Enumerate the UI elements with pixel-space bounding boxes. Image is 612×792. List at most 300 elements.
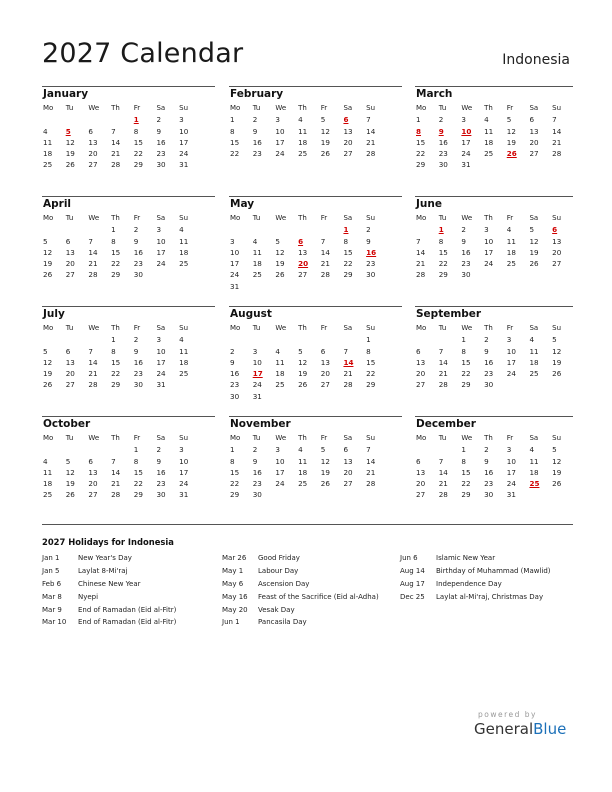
day-cell: 26: [275, 270, 285, 280]
day-cell: 12: [320, 126, 330, 136]
day-cell: 7: [343, 346, 349, 356]
day-cell: 25: [275, 380, 285, 390]
day-cell: 24: [179, 149, 189, 159]
week-row: [416, 334, 575, 345]
week-row: [230, 126, 389, 137]
day-cell: 24: [461, 149, 471, 159]
day-cell: 18: [43, 479, 53, 489]
holiday-item: [42, 578, 176, 591]
day-cell: 21: [343, 369, 353, 379]
empty-cell: [298, 224, 321, 235]
empty-cell: [343, 489, 366, 500]
day-cell: 4: [506, 225, 512, 235]
holiday-date: May 20: [222, 605, 248, 614]
day-cell: 4: [43, 126, 48, 136]
day-cell: 21: [416, 259, 426, 269]
holiday-day-cell: 17: [252, 369, 263, 379]
empty-cell: [230, 334, 253, 345]
weekday-header: Sa: [529, 104, 539, 112]
empty-cell: [343, 334, 366, 345]
day-cell: 20: [88, 479, 98, 489]
day-cell: 17: [506, 357, 516, 367]
day-cell: 12: [552, 456, 562, 466]
empty-cell: [552, 379, 575, 390]
day-cell: 2: [230, 346, 235, 356]
month-title: July: [43, 308, 65, 320]
day-cell: 31: [506, 490, 516, 500]
day-cell: 11: [252, 247, 262, 257]
weekday-header: Su: [552, 214, 562, 222]
day-cell: 13: [552, 236, 562, 246]
day-cell: 21: [111, 149, 121, 159]
day-cell: 4: [43, 456, 48, 466]
day-cell: 19: [552, 467, 562, 477]
weekday-header: Fr: [506, 324, 514, 332]
day-cell: 30: [484, 490, 494, 500]
holiday-item: [400, 591, 551, 604]
brand-general: General: [474, 720, 534, 738]
day-cell: 28: [438, 490, 448, 500]
day-cell: 4: [179, 335, 184, 345]
empty-cell: [156, 269, 179, 280]
weekday-header: Mo: [43, 104, 54, 112]
day-cell: 1: [416, 115, 421, 125]
day-cell: 3: [461, 115, 466, 125]
day-cell: 31: [156, 380, 166, 390]
day-cell: 3: [179, 115, 184, 125]
day-cell: 27: [529, 149, 539, 159]
week-row: [230, 224, 389, 235]
month-divider: [229, 306, 402, 307]
holiday-date: Mar 9: [42, 605, 62, 614]
weekday-header: Fr: [320, 434, 328, 442]
day-cell: 12: [275, 247, 285, 257]
holiday-name: Laylat 8-Mi'raj: [78, 566, 128, 575]
day-cell: 8: [230, 456, 235, 466]
day-cell: 30: [484, 380, 494, 390]
day-cell: 21: [88, 369, 98, 379]
day-cell: 1: [366, 335, 371, 345]
weekday-header: Sa: [156, 214, 166, 222]
day-cell: 10: [230, 247, 240, 257]
day-cell: 22: [366, 369, 376, 379]
day-cell: 28: [366, 479, 376, 489]
weekday-header: Sa: [529, 324, 539, 332]
week-row: [43, 224, 202, 235]
weekday-header: Tu: [438, 104, 447, 112]
day-cell: 26: [320, 149, 330, 159]
day-cell: 9: [156, 456, 162, 466]
day-cell: 15: [461, 357, 471, 367]
holidays-divider: [42, 524, 573, 525]
day-cell: 22: [111, 369, 121, 379]
empty-cell: [416, 334, 439, 345]
empty-cell: [253, 281, 276, 292]
day-cell: 2: [156, 115, 162, 125]
empty-cell: [416, 444, 439, 455]
week-row: [416, 148, 575, 159]
holiday-date: May 16: [222, 592, 248, 601]
week-row: [230, 379, 389, 390]
empty-cell: [298, 391, 321, 402]
day-cell: 1: [230, 445, 235, 455]
holiday-item: [400, 565, 551, 578]
week-row: [43, 148, 202, 159]
weekday-header: Sa: [343, 104, 353, 112]
brand-logo: [474, 720, 566, 738]
day-cell: 18: [298, 137, 308, 147]
day-cell: 30: [156, 160, 166, 170]
day-cell: 14: [111, 467, 121, 477]
month-title: August: [230, 308, 272, 320]
page-title: 2027 Calendar: [42, 38, 244, 69]
day-cell: 12: [65, 137, 75, 147]
holiday-date: May 1: [222, 566, 244, 575]
empty-cell: [416, 224, 439, 235]
empty-cell: [43, 444, 66, 455]
day-cell: 29: [416, 160, 426, 170]
weekday-header-row: [230, 433, 389, 444]
day-cell: 23: [484, 479, 494, 489]
day-cell: 13: [298, 247, 308, 257]
month-title: December: [416, 418, 476, 430]
week-row: [230, 258, 389, 269]
empty-cell: [321, 391, 344, 402]
weekday-header: Su: [552, 434, 562, 442]
day-cell: 6: [343, 445, 349, 455]
day-cell: 19: [320, 467, 330, 477]
empty-cell: [484, 159, 507, 170]
weekday-header: Mo: [230, 214, 241, 222]
week-row: [43, 346, 202, 357]
weekday-header: Su: [366, 434, 376, 442]
month-title: June: [416, 198, 442, 210]
day-cell: 18: [179, 247, 189, 257]
holiday-name: End of Ramadan (Eid al-Fitr): [78, 618, 177, 627]
day-cell: 18: [529, 357, 539, 367]
weekday-header: Sa: [156, 104, 166, 112]
holiday-item: [42, 591, 176, 604]
day-cell: 28: [88, 380, 98, 390]
weekday-header: Tu: [252, 214, 261, 222]
empty-cell: [179, 269, 202, 280]
day-cell: 11: [484, 126, 494, 136]
weekday-header-row: [416, 103, 575, 114]
day-cell: 29: [111, 270, 121, 280]
weekday-header: Fr: [133, 434, 141, 442]
empty-cell: [66, 114, 89, 125]
day-cell: 24: [506, 369, 516, 379]
day-cell: 24: [275, 149, 285, 159]
week-row: [230, 236, 389, 247]
week-row: [43, 368, 202, 379]
day-cell: 19: [506, 137, 516, 147]
week-row: [43, 137, 202, 148]
weekday-header: Su: [179, 104, 189, 112]
day-cell: 16: [484, 467, 494, 477]
day-cell: 11: [179, 346, 189, 356]
day-cell: 18: [298, 467, 308, 477]
day-cell: 4: [298, 445, 303, 455]
holiday-day-cell: 1: [133, 115, 139, 125]
empty-cell: [298, 334, 321, 345]
month-title: April: [43, 198, 72, 210]
day-cell: 16: [133, 357, 143, 367]
day-cell: 30: [366, 270, 376, 280]
day-cell: 29: [133, 490, 143, 500]
day-cell: 27: [343, 149, 353, 159]
day-cell: 5: [298, 346, 303, 356]
day-cell: 7: [366, 445, 371, 455]
day-cell: 3: [484, 225, 489, 235]
day-cell: 1: [461, 335, 466, 345]
week-row: [416, 159, 575, 170]
day-cell: 16: [252, 467, 262, 477]
day-cell: 14: [552, 126, 562, 136]
month-divider: [415, 416, 573, 417]
day-cell: 17: [506, 467, 516, 477]
day-cell: 19: [275, 259, 285, 269]
day-cell: 30: [230, 391, 240, 401]
country-label: Indonesia: [502, 52, 570, 68]
day-cell: 5: [320, 445, 326, 455]
month-title: February: [230, 88, 284, 100]
day-cell: 2: [252, 445, 258, 455]
holiday-item: [400, 552, 551, 565]
month-april: [43, 198, 202, 281]
day-cell: 23: [366, 259, 376, 269]
day-cell: 13: [343, 456, 353, 466]
holiday-name: Vesak Day: [258, 605, 295, 614]
empty-cell: [366, 281, 389, 292]
weekday-header: Tu: [438, 434, 447, 442]
day-cell: 25: [43, 490, 53, 500]
day-cell: 12: [43, 247, 53, 257]
day-cell: 11: [179, 236, 189, 246]
weekday-header-row: [43, 213, 202, 224]
day-cell: 13: [529, 126, 539, 136]
day-cell: 3: [230, 236, 235, 246]
month-march: [416, 88, 575, 171]
week-row: [416, 258, 575, 269]
day-cell: 4: [529, 335, 535, 345]
day-cell: 31: [461, 160, 471, 170]
day-cell: 24: [230, 270, 240, 280]
holidays-title: 2027 Holidays for Indonesia: [42, 537, 174, 547]
holiday-item: [222, 616, 379, 629]
holiday-item: [222, 591, 379, 604]
day-cell: 14: [320, 247, 330, 257]
holiday-day-cell: 5: [65, 126, 71, 136]
day-cell: 5: [529, 225, 535, 235]
weekday-header: Mo: [230, 434, 241, 442]
weekday-header: Fr: [133, 104, 141, 112]
empty-cell: [552, 489, 575, 500]
week-row: [416, 368, 575, 379]
day-cell: 28: [366, 149, 376, 159]
empty-cell: [529, 489, 552, 500]
day-cell: 26: [43, 270, 53, 280]
day-cell: 22: [111, 259, 121, 269]
week-row: [43, 478, 202, 489]
day-cell: 25: [43, 160, 53, 170]
day-cell: 19: [43, 369, 53, 379]
holiday-date: Feb 6: [42, 579, 62, 588]
weekday-header: Tu: [65, 214, 74, 222]
day-cell: 12: [529, 236, 539, 246]
day-cell: 30: [438, 160, 448, 170]
day-cell: 6: [320, 346, 326, 356]
day-cell: 17: [156, 247, 166, 257]
day-cell: 2: [133, 335, 139, 345]
empty-cell: [275, 391, 298, 402]
day-cell: 30: [156, 490, 166, 500]
day-cell: 12: [298, 357, 308, 367]
day-cell: 22: [416, 149, 426, 159]
month-october: [43, 418, 202, 501]
day-cell: 20: [529, 137, 539, 147]
weekday-header: Tu: [252, 434, 261, 442]
day-cell: 19: [65, 479, 75, 489]
holiday-date: Jun 6: [400, 554, 418, 562]
week-row: [416, 489, 575, 500]
weekday-header: Sa: [156, 434, 166, 442]
weekday-header: Tu: [65, 434, 74, 442]
day-cell: 15: [133, 137, 143, 147]
month-january: [43, 88, 202, 171]
empty-cell: [253, 224, 276, 235]
weekday-header: Tu: [65, 324, 74, 332]
day-cell: 23: [133, 259, 143, 269]
day-cell: 21: [438, 479, 448, 489]
day-cell: 24: [156, 369, 166, 379]
day-cell: 27: [298, 270, 308, 280]
day-cell: 29: [230, 490, 240, 500]
weekday-header: We: [88, 434, 100, 442]
day-cell: 1: [461, 445, 466, 455]
day-cell: 7: [438, 346, 444, 356]
week-row: [43, 236, 202, 247]
empty-cell: [275, 281, 298, 292]
day-cell: 31: [179, 490, 189, 500]
holiday-date: Mar 8: [42, 592, 62, 601]
day-cell: 1: [133, 445, 139, 455]
weekday-header: Fr: [506, 104, 514, 112]
day-cell: 6: [65, 236, 71, 246]
day-cell: 26: [65, 160, 75, 170]
empty-cell: [321, 281, 344, 292]
holiday-date: Aug 17: [400, 579, 425, 588]
week-row: [416, 346, 575, 357]
empty-cell: [529, 269, 552, 280]
day-cell: 8: [133, 456, 139, 466]
day-cell: 17: [461, 137, 471, 147]
weekday-header: Su: [552, 324, 562, 332]
day-cell: 12: [65, 467, 75, 477]
day-cell: 18: [275, 369, 285, 379]
holiday-item: [42, 565, 176, 578]
empty-cell: [507, 379, 530, 390]
day-cell: 23: [252, 149, 262, 159]
day-cell: 10: [275, 456, 285, 466]
day-cell: 10: [252, 357, 262, 367]
empty-cell: [275, 224, 298, 235]
day-cell: 27: [343, 479, 353, 489]
day-cell: 19: [552, 357, 562, 367]
empty-cell: [111, 444, 134, 455]
day-cell: 10: [506, 456, 516, 466]
day-cell: 19: [43, 259, 53, 269]
day-cell: 7: [366, 115, 371, 125]
day-cell: 4: [298, 115, 303, 125]
day-cell: 11: [275, 357, 285, 367]
weekday-header: Su: [366, 104, 376, 112]
weekday-header: Th: [484, 324, 493, 332]
day-cell: 25: [484, 149, 494, 159]
day-cell: 28: [320, 270, 330, 280]
holiday-item: [42, 552, 176, 565]
day-cell: 8: [111, 236, 116, 246]
day-cell: 8: [461, 346, 466, 356]
day-cell: 18: [252, 259, 262, 269]
weekday-header: Tu: [252, 324, 261, 332]
holiday-item: [222, 578, 379, 591]
week-row: [230, 346, 389, 357]
week-row: [416, 247, 575, 258]
day-cell: 22: [461, 369, 471, 379]
day-cell: 5: [65, 456, 71, 466]
day-cell: 8: [230, 126, 235, 136]
month-title: March: [416, 88, 453, 100]
weekday-header: Sa: [529, 214, 539, 222]
day-cell: 6: [416, 346, 421, 356]
day-cell: 14: [111, 137, 121, 147]
empty-cell: [66, 224, 89, 235]
day-cell: 9: [156, 126, 162, 136]
day-cell: 22: [230, 149, 240, 159]
day-cell: 14: [88, 247, 98, 257]
day-cell: 26: [529, 259, 539, 269]
week-row: [43, 114, 202, 125]
day-cell: 30: [461, 270, 471, 280]
weekday-header-row: [43, 323, 202, 334]
weekday-header: Su: [179, 434, 189, 442]
holiday-date: Aug 14: [400, 566, 425, 575]
day-cell: 23: [156, 479, 166, 489]
day-cell: 28: [111, 160, 121, 170]
day-cell: 13: [416, 467, 426, 477]
empty-cell: [275, 489, 298, 500]
holiday-name: Independence Day: [436, 579, 502, 588]
weekday-header: We: [275, 324, 287, 332]
month-divider: [42, 86, 215, 87]
day-cell: 12: [320, 456, 330, 466]
day-cell: 8: [343, 236, 349, 246]
day-cell: 17: [275, 467, 285, 477]
holiday-name: Ascension Day: [258, 579, 310, 588]
day-cell: 18: [506, 247, 516, 257]
weekday-header-row: [230, 323, 389, 334]
day-cell: 27: [65, 270, 75, 280]
day-cell: 8: [366, 346, 371, 356]
day-cell: 8: [438, 236, 444, 246]
weekday-header: Th: [111, 214, 120, 222]
day-cell: 15: [133, 467, 143, 477]
holiday-day-cell: 6: [552, 225, 558, 235]
weekday-header: We: [88, 104, 100, 112]
day-cell: 13: [88, 137, 98, 147]
week-row: [230, 444, 389, 455]
